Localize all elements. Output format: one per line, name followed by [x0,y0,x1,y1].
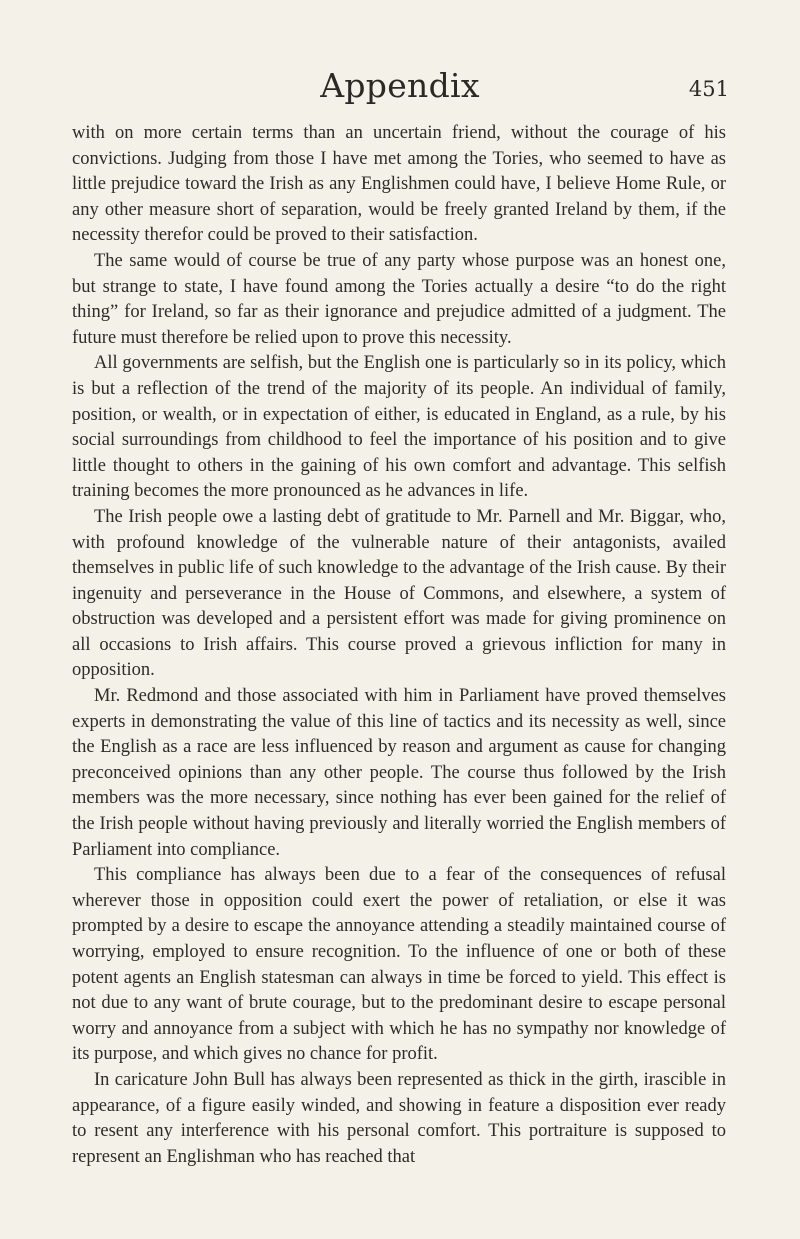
page-number: 451 [688,77,729,101]
paragraph-5: Mr. Redmond and those associated with him in Parliament have proved themselves experts in demonstrating the value of this line of tactics and its necessity as well, since the English as a race are less influenced by reason and argument as cause for changing preconceived opinions than any other people. The course thus followed by the Irish members was the more necessary, since nothing has ever been gained for the relief of the Irish people without having previously and literally worried the English members of Parliament into compliance. [72,686,726,860]
body-text [72,121,726,1170]
running-head: Appendix [320,66,480,105]
paragraph-1: with on more certain terms than an uncertain friend, without the courage of his convictions. Judging from those I have met among the Tories, who seemed to have as little prejudice toward the Irish as any Englishmen could have, I believe Home Rule, or any other measure short of separation, would be freely granted Ireland by them, if the necessity therefor could be proved to their satisfaction. [72,123,726,246]
paragraph-3: All governments are selfish, but the English one is particularly so in its policy, which is but a reflection of the trend of the majority of its people. An individual of family, position, or wealth, or in expectation of either, is educated in England, as a rule, by his social surroundings from childhood to feel the importance of his position and to give little thought to others in the gaining of his own comfort and advantage. This selfish training becomes the more pronounced as he advances in life. [72,353,726,502]
paragraph-6: This compliance has always been due to a fear of the consequences of refusal wherever those in opposition could exert the power of retaliation, or else it was prompted by a desire to escape the annoyance attending a steadily maintained course of worrying, employed to ensure recognition. To the influence of one or both of these potent agents an English statesman can always in time be forced to yield. This effect is not due to any want of brute courage, but to the predominant desire to escape personal worry and annoyance from a subject with which he has no sympathy nor knowledge of its purpose, and which gives no chance for profit. [72,865,726,1065]
paragraph-4: The Irish people owe a lasting debt of gratitude to Mr. Parnell and Mr. Biggar, who, with profound knowledge of the vulnerable nature of their antagonists, availed themselves in public life of such knowledge to the advantage of the Irish cause. By their ingenuity and perseverance in the House of Commons, and elsewhere, a system of obstruction was developed and a persistent effort was made for giving prominence on all occasions to Irish affairs. This course proved a grievous infliction for many in opposition. [72,506,726,681]
paragraph-7: In caricature John Bull has always been represented as thick in the girth, irascible in appearance, of a figure easily winded, and showing in feature a disposition ever ready to resent any interference with his personal comfort. This portraiture is supposed to represent an Englishman who has reached that [72,1069,726,1167]
paragraph-2: The same would of course be true of any party whose purpose was an honest one, but strange to state, I have found among the Tories actually a desire “to do the right thing” for Ireland, so far as their ignorance and prejudice admitted of a judgment. The future must therefore be relied upon to prove this necessity. [72,250,726,348]
page-header [0,66,800,116]
